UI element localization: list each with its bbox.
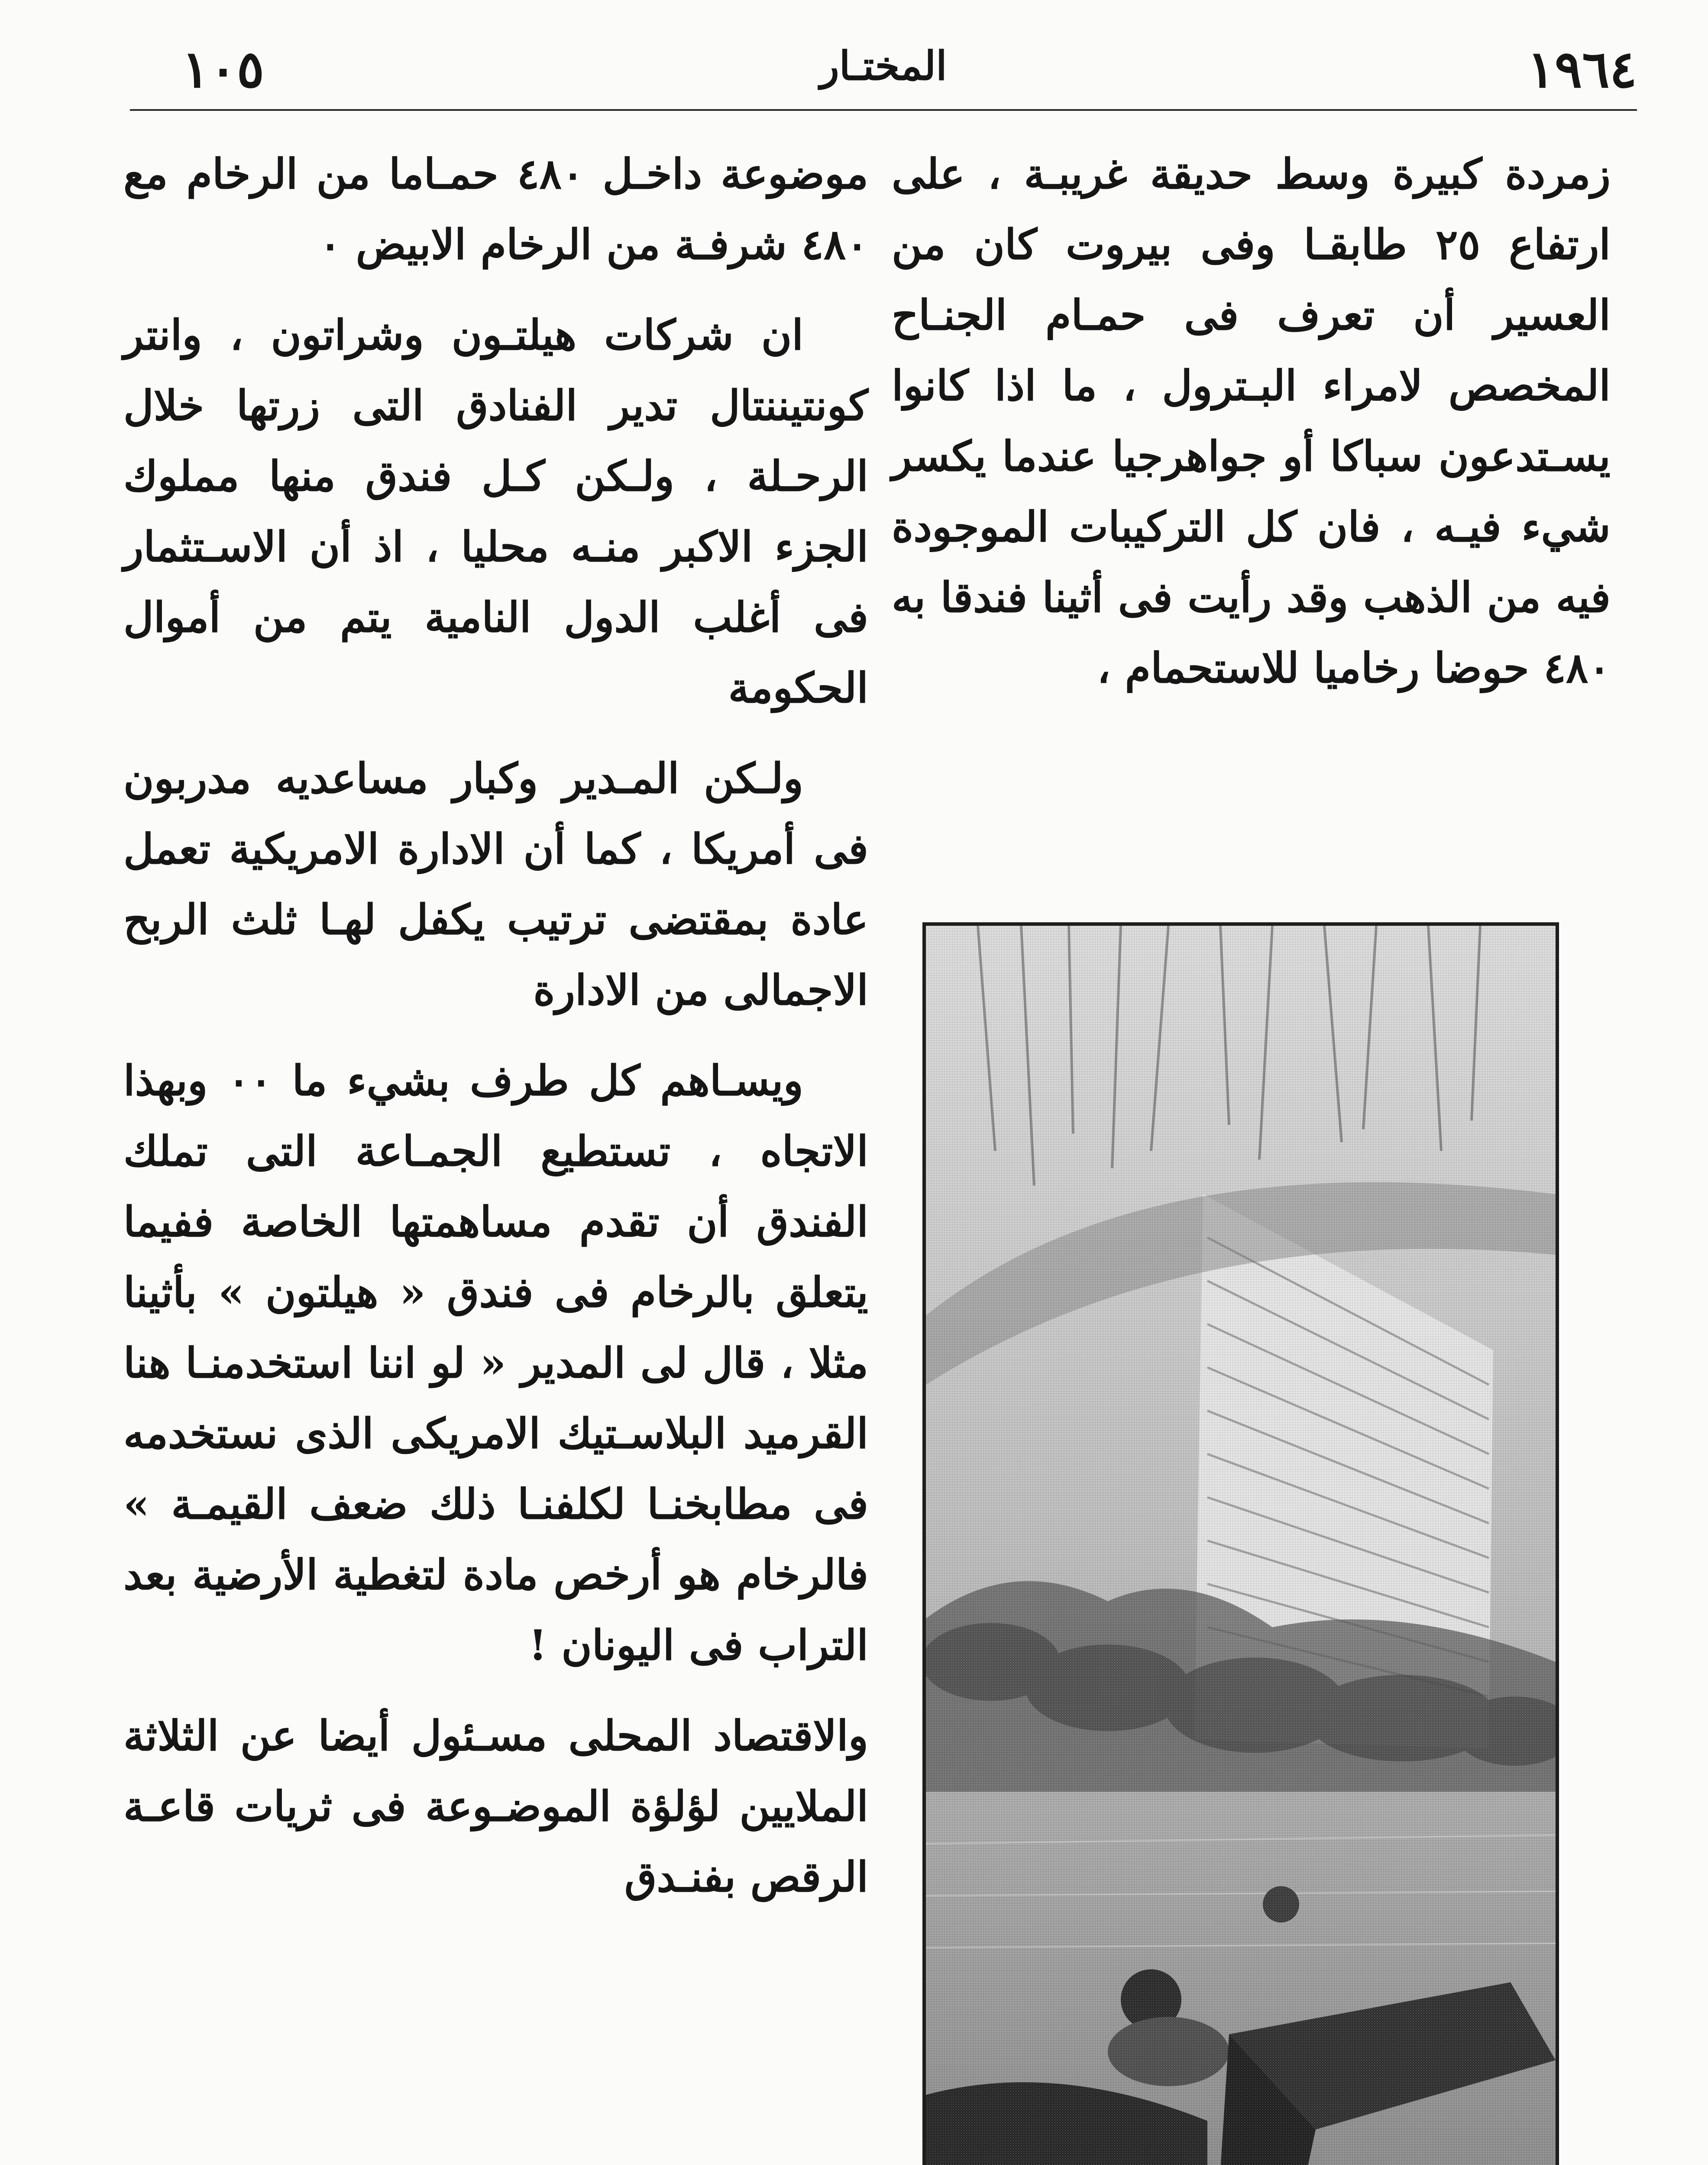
header-page-number: ١٠٥ (182, 39, 265, 99)
header-magazine-title: المختـار (820, 42, 947, 89)
left-paragraph-1: موضوعة داخـل ٤٨٠ حمـاما من الرخام مع ٤٨٠ شرفـة من الرخام الابيض ٠ (123, 149, 869, 269)
left-paragraph-3: ولـكن المـدير وكبار مساعديه مدربون فى أمريكا ، كما أن الادارة الامريكية تعمل عادة بمقتضى ترتيب يكفل لهـا ثلث الربح الاجمالى من الادارة (123, 754, 869, 1015)
left-column-text (123, 139, 868, 1932)
left-paragraph-2: ان شركات هيلتـون وشراتون ، وانتر كونتيننتال تدير الفنادق التى زرتها خلال الرحـلة ، ولـكن كـل فندق منها مملوك الجزء الاكبر منـه محليا ، اذ أن الاسـتثمار فى أغلب الدول النامية يتم من أموال الحكومة (123, 310, 868, 712)
running-header (130, 39, 1637, 104)
header-year: ١٩٦٤ (1527, 39, 1637, 99)
hotel-pool-photo (922, 922, 1559, 2165)
right-column-text (892, 139, 1611, 723)
left-paragraph-4: ويسـاهم كل طرف بشيء ما ٠٠ وبهذا الاتجاه ، تستطيع الجمـاعة التى تملك الفندق أن تقدم مساهمتها الخاصة ففيما يتعلق بالرخام فى فندق « هيلتون » بأثينا مثلا ، قال لى المدير « لو اننا استخدمنـا هنا القرميد البلاسـتيك الامريكى الذى نستخدمه فى مطابخنـا لكلفنـا ذلك ضعف القيمـة » فالرخام هو أرخص مادة لتغطية الأرضية بعد التراب فى اليونان ! (123, 1056, 869, 1670)
left-paragraph-5: والاقتصاد المحلى مسـئول أيضا عن الثلاثة الملايين لؤلؤة الموضـوعة فى ثريات قاعـة الرقص بفنـدق (123, 1711, 868, 1901)
right-paragraph-1: زمردة كبيرة وسط حديقة غريبـة ، على ارتفاع ٢٥ طابقـا وفى بيروت كان من العسير أن تعرف فى حمـام الجنـاح المخصص لامراء البـترول ، ما اذا كانوا يسـتدعون سباكا أو جواهرجيا عندما يكسر شيء فيـه ، فان كل التركيبات الموجودة فيه من الذهب وقد رأيت فى أثينا فندقا به ٤٨٠ حوضا رخاميا للاستحمام ، (892, 149, 1611, 692)
header-divider (130, 109, 1637, 111)
